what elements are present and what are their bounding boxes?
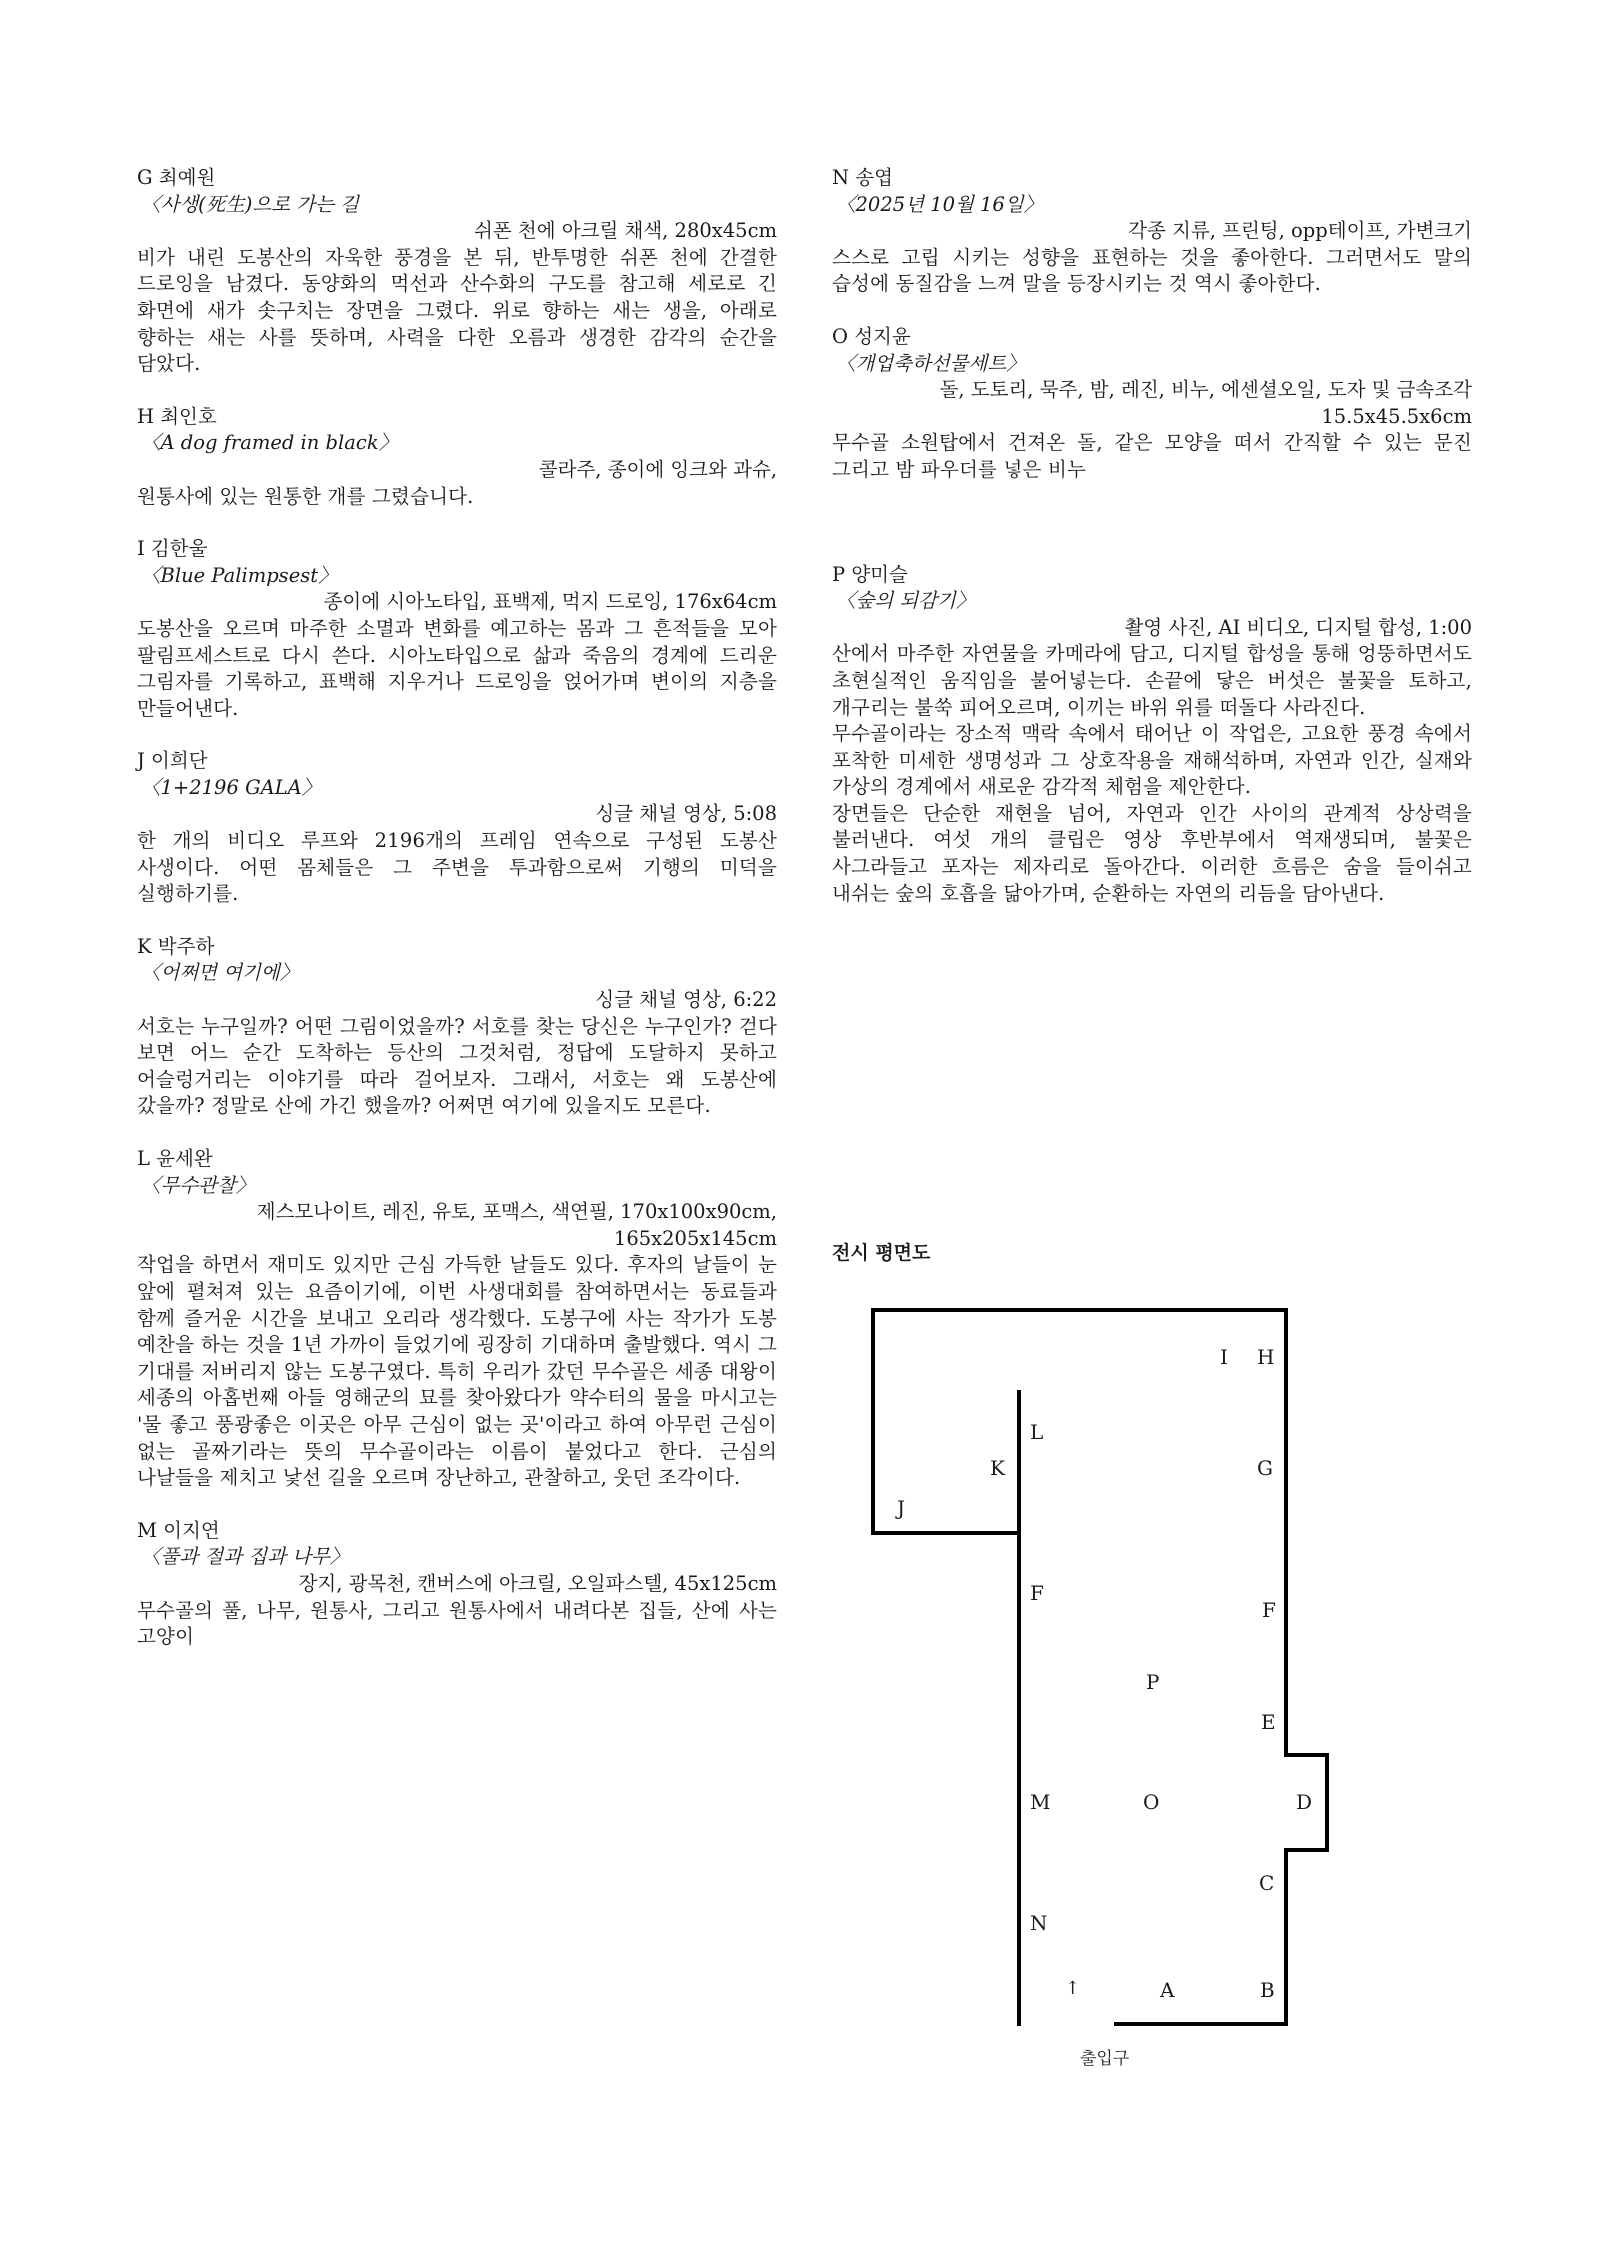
spacer	[832, 510, 1472, 562]
plan-label-d: D	[1296, 1790, 1313, 1814]
work-medium: 콜라주, 종이에 잉크와 과슈,	[538, 457, 777, 481]
artist-heading: M 이지연	[137, 1518, 220, 1542]
work-medium: 각종 지류, 프린팅, opp테이프, 가변크기	[1128, 219, 1472, 243]
plan-label-h: H	[1257, 1345, 1275, 1369]
entry-h	[137, 404, 777, 510]
work-description: 비가 내린 도봉산의 자욱한 풍경을 본 뒤, 반투명한 쉬폰 천에 간결한 드로잉을 남겼다. 동양화의 먹선과 산수화의 구도를 참고해 세로로 긴 화면에 새가 솟구치는 장면을 그렸다. 위로 향하는 새는 생을, 아래로 향하는 새는 사를 뜻하며, 사력을 다한 오름과 생경한 감각의 순간을 담았다.	[137, 245, 777, 376]
entry-m	[137, 1518, 777, 1651]
plan-label-n: N	[1030, 1911, 1048, 1935]
work-description: 도봉산을 오르며 마주한 소멸과 변화를 예고하는 몸과 그 흔적들을 모아 팔림프세스트로 다시 쓴다. 시아노타입으로 삶과 죽음의 경계에 드리운 그림자를 기록하고, 표백해 지우거나 드로잉을 얹어가며 변이의 지층을 만들어낸다.	[137, 616, 777, 720]
work-description: 스스로 고립 시키는 성향을 표현하는 것을 좋아한다. 그러면서도 말의 습성에 동질감을 느껴 말을 등장시키는 것 역시 좋아한다.	[832, 245, 1472, 296]
plan-label-f-right: F	[1262, 1598, 1276, 1622]
right-column	[832, 165, 1472, 933]
plan-label-i: I	[1220, 1345, 1228, 1369]
artist-heading: P 양미슬	[832, 562, 908, 586]
work-medium-line2: 165x205x145cm	[613, 1226, 777, 1250]
artist-heading: I 김한울	[137, 537, 208, 561]
work-title: 〈무수관찰〉	[141, 1173, 256, 1197]
plan-label-a: A	[1160, 1978, 1175, 2002]
work-description: 무수골의 풀, 나무, 원통사, 그리고 원통사에서 내려다본 집들, 산에 사는 고양이	[137, 1598, 777, 1649]
work-description: 작업을 하면서 재미도 있지만 근심 가득한 날들도 있다. 후자의 날들이 눈 앞에 펼쳐져 있는 요즘이기에, 이번 사생대회를 참여하면서는 동료들과 함께 즐거운 시간을 보내고 오리라 생각했다. 도봉구에 사는 작가가 도봉 예찬을 하는 것을 1년 가까이 들었기에 굉장히 기대하며 출발했다. 역시 그 기대를 저버리지 않는 도봉구였다. 특히 우리가 갔던 무수골은 세종 대왕이 세종의 아홉번째 아들 영해군의 묘를 찾아왔다가 약수터의 물을 마시고는 '물 좋고 풍광좋은 이곳은 아무 근심이 없는 곳'이라고 하여 아무런 근심이 없는 골짜기라는 뜻의 무수골이라는 이름이 붙었다고 한다. 근심의 나날들을 제치고 낯선 길을 오르며 장난하고, 관찰하고, 웃던 조각이다.	[137, 1253, 777, 1490]
artist-heading: G 최예원	[137, 166, 216, 189]
entry-p	[832, 562, 1472, 908]
plan-label-g: G	[1257, 1456, 1273, 1480]
entry-g	[137, 165, 777, 378]
plan-label-b: B	[1260, 1978, 1275, 2002]
plan-label-j: J	[897, 1496, 906, 1520]
entry-j	[137, 748, 777, 908]
artist-heading: J 이희단	[137, 749, 208, 773]
work-medium-line2: 15.5x45.5x6cm	[1321, 404, 1472, 428]
artist-heading: K 박주하	[137, 934, 215, 958]
work-medium: 쉬폰 천에 아크릴 채색, 280x45cm	[474, 219, 777, 243]
work-description: 한 개의 비디오 루프와 2196개의 프레임 연속으로 구성된 도봉산 사생이다. 어떤 몸체들은 그 주변을 투과함으로써 기행의 미덕을 실행하기를.	[137, 829, 777, 906]
artist-heading: H 최인호	[137, 404, 217, 428]
entrance-label: 출입구	[1080, 2049, 1130, 2069]
work-title: 〈개업축하선물세트〉	[836, 351, 1026, 375]
artist-heading: N 송엽	[832, 166, 893, 189]
plan-label-p: P	[1146, 1670, 1160, 1694]
plan-label-m: M	[1030, 1790, 1051, 1814]
work-title: 〈사생(死生)으로 가는 길	[141, 192, 359, 216]
work-title: 〈A dog framed in black〉	[141, 431, 399, 455]
artist-heading: L 윤세완	[137, 1147, 213, 1170]
work-title: 〈풀과 절과 집과 나무〉	[141, 1545, 350, 1569]
work-medium: 촬영 사진, AI 비디오, 디지털 합성, 1:00	[1124, 615, 1472, 639]
work-medium: 싱글 채널 영상, 5:08	[595, 802, 777, 826]
plan-label-e: E	[1261, 1710, 1276, 1734]
work-medium: 싱글 채널 영상, 6:22	[595, 988, 777, 1012]
artist-heading: O 성지윤	[832, 324, 911, 348]
entry-o	[832, 324, 1472, 484]
outer-wall	[873, 1310, 1327, 2024]
work-medium: 장지, 광목천, 캔버스에 아크릴, 오일파스텔, 45x125cm	[298, 1571, 777, 1595]
entry-n	[832, 165, 1472, 298]
entrance-arrow-icon: ↑	[1065, 1978, 1081, 1999]
work-title: 〈Blue Palimpsest〉	[141, 563, 338, 587]
work-medium: 종이에 시아노타입, 표백제, 먹지 드로잉, 176x64cm	[323, 590, 777, 614]
work-title: 〈숲의 되감기〉	[836, 589, 976, 613]
plan-label-k: K	[990, 1456, 1005, 1480]
floor-plan-title: 전시 평면도	[832, 1242, 931, 1264]
left-column	[137, 165, 777, 1677]
work-description: 산에서 마주한 자연물을 카메라에 담고, 디지털 합성을 통해 엉뚱하면서도 초현실적인 움직임을 불어넣는다. 손끝에 닿은 버섯은 불꽃을 토하고, 개구리는 불쑥 피어오르며, 이끼는 바위 위를 떠돌다 사라진다. 무수골이라는 장소적 맥락 속에서 태어난 이 작업은, 고요한 풍경 속에서 포착한 미세한 생명성과 그 상호작용을 재해석하며, 자연과 인간, 실재와 가상의 경계에서 새로운 감각적 체험을 제안한다. 장면들은 단순한 재현을 넘어, 자연과 인간 사이의 관계적 상상력을 불러낸다. 여섯 개의 클립은 영상 후반부에서 역재생되며, 불꽃은 사그라들고 포자는 제자리로 돌아간다. 이러한 흐름은 숨을 들이쉬고 내쉬는 숲의 호흡을 닮아가며, 순환하는 자연의 리듬을 담아낸다.	[832, 642, 1472, 905]
work-description: 서호는 누구일까? 어떤 그림이었을까? 서호를 찾는 당신은 누구인가? 걷다 보면 어느 순간 도착하는 등산의 그것처럼, 정답에 도달하지 못하고 어슬렁거리는 이야기를 따라 걸어보자. 그래서, 서호는 왜 도봉산에 갔을까? 정말로 산에 가긴 했을까? 어쩌면 여기에 있을지도 모른다.	[137, 1014, 777, 1118]
plan-label-o: O	[1143, 1790, 1160, 1814]
entry-l	[137, 1146, 777, 1492]
work-medium: 돌, 도토리, 묵주, 밤, 레진, 비누, 에센셜오일, 도자 및 금속조각	[939, 378, 1472, 402]
work-description: 원통사에 있는 원통한 개를 그렸습니다.	[137, 484, 474, 508]
work-description: 무수골 소원탑에서 건져온 돌, 같은 모양을 떠서 간직할 수 있는 문진 그리고 밤 파우더를 넣은 비누	[832, 431, 1472, 481]
work-title: 〈1+2196 GALA〉	[141, 775, 322, 799]
entry-k	[137, 934, 777, 1120]
plan-label-c: C	[1259, 1871, 1275, 1895]
entry-i	[137, 536, 777, 722]
work-medium: 제스모나이트, 레진, 유토, 포맥스, 색연필, 170x100x90cm,	[256, 1200, 777, 1224]
plan-label-l: L	[1030, 1420, 1044, 1444]
work-title: 〈어쩌면 여기에〉	[141, 961, 300, 985]
work-title: 〈2025년 10월 16일〉	[836, 192, 1044, 216]
plan-label-f-left: F	[1030, 1581, 1044, 1605]
